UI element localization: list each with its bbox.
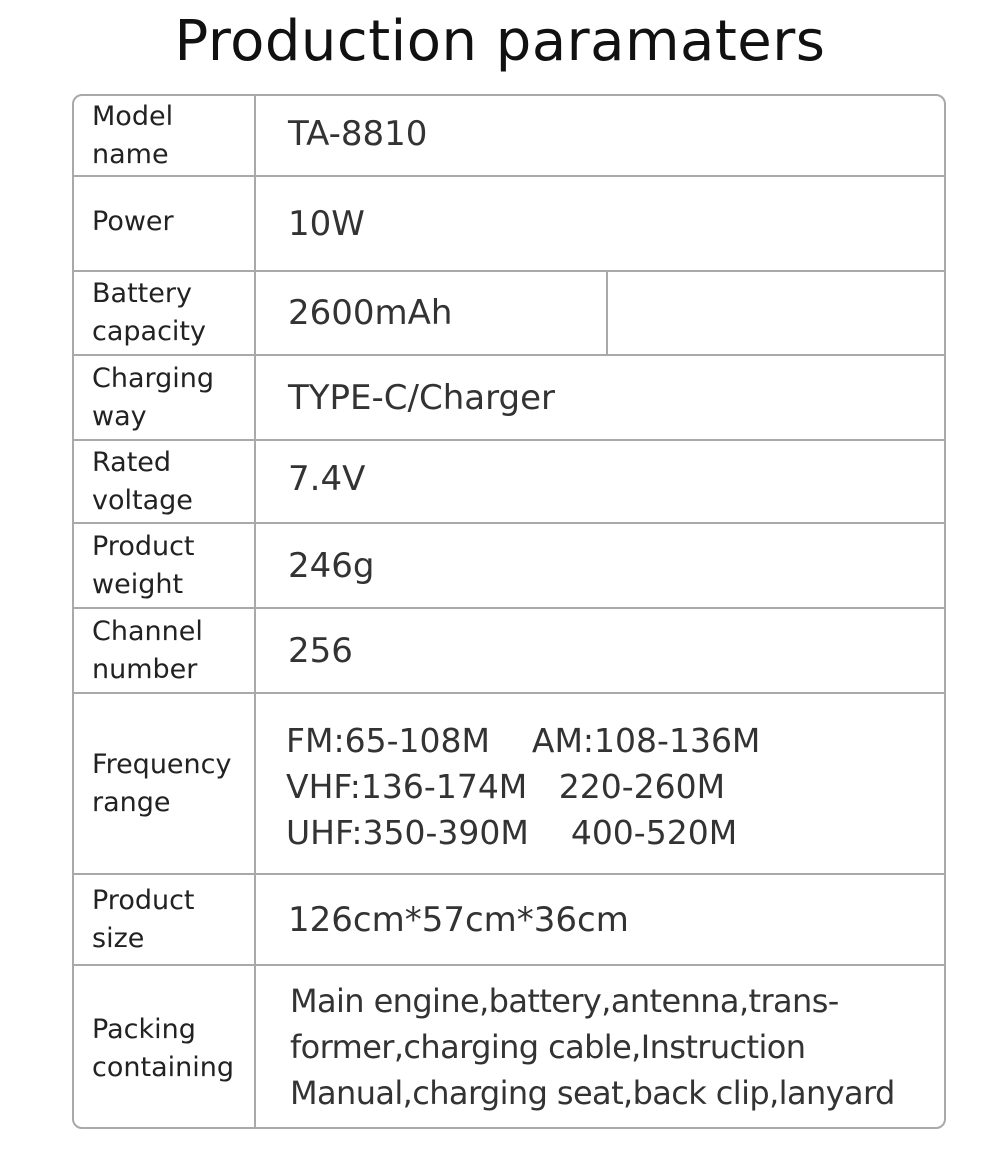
- frequency-line: VHF:136-174M 220-260M: [286, 767, 726, 806]
- row-value: [256, 966, 944, 1129]
- frequency-line: FM:65-108M AM:108-136M: [286, 721, 761, 760]
- row-label: [74, 441, 256, 522]
- row-label: [74, 694, 256, 873]
- row-value: 2600mAh: [288, 293, 453, 333]
- label-text: Rated voltage: [92, 446, 193, 516]
- table-row-power: [74, 175, 944, 270]
- table-row-model-name: [74, 96, 944, 175]
- label-text: Product weight: [92, 530, 195, 600]
- table-row-channel-number: [74, 607, 944, 692]
- row-label: [74, 177, 256, 270]
- table-row-product-weight: [74, 522, 944, 607]
- table-row-charging-way: [74, 354, 944, 439]
- label-text: Product size: [92, 884, 195, 954]
- row-value: 256: [288, 630, 353, 671]
- row-label: [74, 272, 256, 354]
- row-value: 10W: [288, 203, 365, 244]
- table-row-frequency-range: [74, 692, 944, 873]
- row-label: [74, 356, 256, 439]
- row-label: [74, 524, 256, 607]
- row-label: [74, 875, 256, 964]
- cell-divider: [606, 272, 608, 354]
- row-label: [74, 966, 256, 1129]
- label-text: Packing containing: [92, 1013, 234, 1083]
- row-value: TA-8810: [288, 114, 428, 154]
- packing-line: former,charging cable,Instruction: [290, 1028, 806, 1066]
- parameters-table: [72, 94, 946, 1129]
- table-row-product-size: [74, 873, 944, 964]
- row-value: [256, 694, 944, 873]
- row-value: 7.4V: [288, 459, 366, 499]
- label-text: Charging way: [92, 362, 215, 432]
- table-row-packing-containing: [74, 964, 944, 1129]
- frequency-line: UHF:350-390M 400-520M: [286, 813, 738, 852]
- row-value: 246g: [288, 545, 375, 586]
- label-text: Frequency range: [92, 748, 232, 818]
- label-text: Channel number: [92, 615, 203, 685]
- packing-line: Main engine,battery,antenna,trans-: [290, 982, 839, 1020]
- row-value: TYPE-C/Charger: [288, 377, 555, 418]
- page-title: Production paramaters: [174, 9, 826, 74]
- row-label: [74, 96, 256, 175]
- label-text: Battery capacity: [92, 278, 206, 347]
- packing-line: Manual,charging seat,back clip,lanyard: [290, 1074, 895, 1112]
- label-text: Model name: [92, 100, 174, 170]
- label-text: Power: [92, 206, 174, 237]
- row-value: 126cm*57cm*36cm: [288, 899, 629, 940]
- table-row-battery-capacity: [74, 270, 944, 354]
- row-label: [74, 609, 256, 692]
- table-row-rated-voltage: [74, 439, 944, 522]
